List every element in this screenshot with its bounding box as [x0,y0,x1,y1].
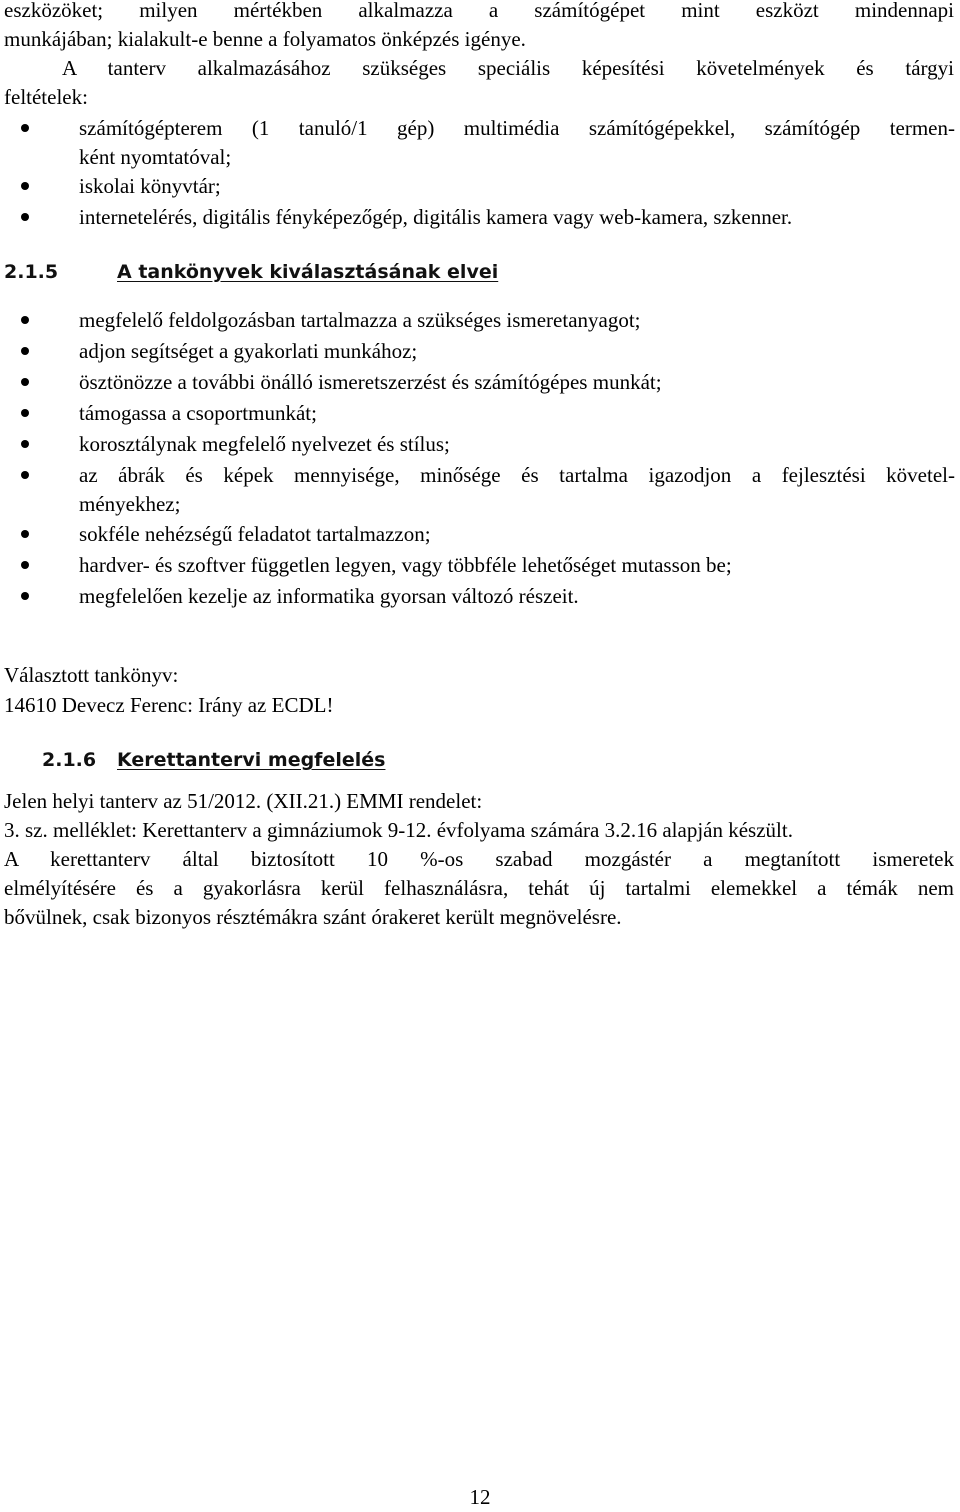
principle-item: ösztönözze a további önálló ismeretszerzést és számítógépes munkát; [79,370,662,394]
section-title: Kerettantervi megfelelés [117,749,386,771]
bullet-icon [21,182,29,190]
section-number: 2.1.5 [4,261,59,283]
intro-line-2: munkájában; kialakult-e benne a folyamatos önképzés igénye. [4,27,526,51]
principle-item: hardver- és szoftver független legyen, vagy többféle lehetőséget mutasson be; [79,553,732,577]
principle-item: az ábrák és képek mennyisége, minősége és tartalma igazodjon a fejlesztési követel- [79,463,955,487]
framework-line-5: bővülnek, csak bizonyos résztémákra szánt órakeret került megnövelésre. [4,905,622,929]
page-number: 12 [469,1485,491,1509]
intro-line-3: A tanterv alkalmazásához szükséges speciális képesítési követelmények és tárgyi [62,56,954,80]
principle-item: megfelelő feldolgozásban tartalmazza a szükséges ismeretanyagot; [79,308,641,332]
bullet-icon [21,347,29,355]
bullet-icon [21,409,29,417]
principle-item-continuation: ményekhez; [79,492,181,516]
requirement-2: iskolai könyvtár; [79,174,221,198]
bullet-icon [21,471,29,479]
principle-item: támogassa a csoportmunkát; [79,401,317,425]
framework-line-3: A kerettanterv által biztosított 10 %-os szabad mozgástér a megtanított ismeretek [4,847,954,871]
intro-line-1: eszközöket; milyen mértékben alkalmazza a számítógépet mint eszközt mindennapi [4,0,954,22]
bullet-icon [21,561,29,569]
framework-line-2: 3. sz. melléklet: Kerettanterv a gimnáziumok 9-12. évfolyama számára 3.2.16 alapján készült. [4,818,793,842]
requirement-3: internetelérés, digitális fényképezőgép, digitális kamera vagy web-kamera, szkenner. [79,205,793,229]
bullet-icon [21,592,29,600]
framework-line-4: elmélyítésére és a gyakorlásra kerül felhasználásra, tehát új tartalmi elemekkel a témák nem [4,876,954,900]
section-heading [4,258,704,288]
section-heading [42,746,642,776]
principle-item: megfelelően kezelje az informatika gyorsan változó részeit. [79,584,579,608]
requirement-1-line-1: számítógépterem (1 tanuló/1 gép) multimédia számítógépekkel, számítógép termen- [79,116,955,140]
bullet-icon [21,124,29,132]
bullet-icon [21,440,29,448]
section-title: A tankönyvek kiválasztásának elvei [117,261,499,283]
chosen-textbook-value: 14610 Devecz Ferenc: Irány az ECDL! [4,693,334,717]
requirement-1-line-2: ként nyomtatóval; [79,145,232,169]
intro-line-4: feltételek: [4,85,88,109]
principle-item: adjon segítséget a gyakorlati munkához; [79,339,418,363]
bullet-icon [21,530,29,538]
bullet-icon [21,213,29,221]
principle-item: korosztálynak megfelelő nyelvezet és stílus; [79,432,450,456]
section-number: 2.1.6 [42,749,97,771]
bullet-icon [21,378,29,386]
framework-line-1: Jelen helyi tanterv az 51/2012. (XII.21.) EMMI rendelet: [4,789,483,813]
chosen-textbook-label: Választott tankönyv: [4,663,179,687]
bullet-icon [21,316,29,324]
principle-item: sokféle nehézségű feladatot tartalmazzon; [79,522,431,546]
